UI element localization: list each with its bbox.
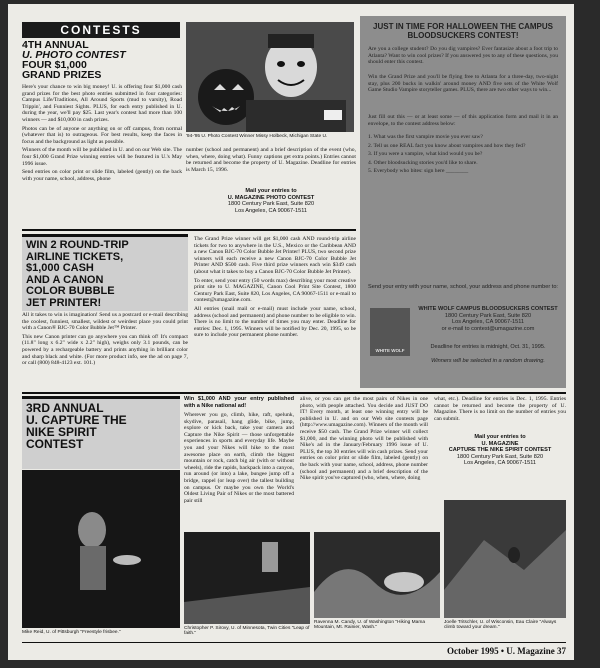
halloween-body: Win the Grand Prize and you'll be flying free to Atlanta for a three-day, two-night stay, plus 200 bucks in walkin' around money AND five sets of the White Wolf Game Studio Vampire storyteller games. PLUS, there are two other ways to win... — [368, 74, 558, 94]
page-footer: October 1995 • U. Magazine 37 — [447, 646, 566, 656]
section-label: CONTESTS — [22, 22, 180, 38]
nike-lead: Win $1,000 AND your entry published with a Nike national ad! — [184, 396, 294, 409]
nike-col3: what, etc.). Deadline for entries is Dec. 1, 1995. Entries cannot be returned and become the property of U. Magazine. There is no limit on the number of entries you can submit. — [434, 396, 566, 422]
list-item: 1. What was the first vampire movie you ever saw? — [368, 134, 483, 140]
paragraph: All it takes to win is imagination! Send us a postcard or e-mail describing the coolest, funniest, smallest, wildest or weirdest place you could print with a Canon® BJC-70 Color Bubble Jet™ Printer. — [22, 312, 188, 332]
airline-title-line: WIN 2 ROUND-TRIP — [26, 239, 129, 251]
nike-caption: Mike Reid, U. of Pittsburgh "Freestyle frisbee." — [22, 630, 121, 635]
pumpkin-photo-art — [186, 22, 354, 132]
paragraph: Winners of the month will be published in U. and on our Web site. The four $1,000 Grand Prize winning entries will be featured in U.'s May 1996 issue. — [22, 147, 182, 167]
list-item: 3. If you were a vampire, what kind would you be? — [368, 151, 483, 158]
nike-title-line: U. CAPTURE THE — [26, 413, 127, 427]
airline-title-line: AIRLINE TICKETS, — [26, 250, 124, 263]
photo-contest-mail — [186, 188, 356, 214]
nike-photo-frisbee — [22, 470, 180, 628]
paragraph: Photos can be of anyone or anything on or off campus, from normal (whatever that is) to outrageous. For best results, keep the faces in focus and the background as light as possible. — [22, 125, 182, 145]
logo-text: WHITE WOLF — [375, 348, 405, 353]
magazine-page — [8, 4, 574, 660]
paragraph: Send entries on color print or slide film, labeled (gently) on the back with your name, school, address, phone — [22, 169, 182, 182]
paragraph: All entries (snail mail or e-mail) must include your name, school, address (school and permanent) and phone number to be eligible to win. There is no limit to the number of times you may enter. Deadline for entries: Dec. 1, 1995. Winners will be notified by Dec. 20, 1995, so be sure to include your permanent phone number. — [194, 305, 356, 339]
nike-caption: Joelle Tritschler, U. of Wisconsin, Eau Claire "Always climb toward your dream." — [444, 620, 557, 631]
nike-col2: alive, or you can get the most pairs of Nikes in one photo, with people attached. You decide and JUST DO IT! Every month, at least one winning entry will be published in U. and on our Web site contests page (http://www.umagazine.com). Winners of the month will receive $50 cash. The Grand Prize winner will collect $1,000, and the winning photo will be published with Nike's ad in the January/February 1996 issue of U. PLUS, the top 30 entries will win cash prizes. Send your entries on color print or slide film, labeled (gently) on the back with your name, school, address, phone number (school and permanent) and a brief description of the Nike spirit you've captured (who, when, where, doing — [300, 396, 428, 482]
address-line: 1800 Century Park East, Suite 820 — [444, 312, 532, 319]
nike-photo-mountain — [314, 532, 440, 618]
airline-title-box — [22, 234, 188, 311]
nike-col1: Wherever you go, climb, hike, raft, spelunk, skydive, parasail, hang glide, bike, jump, explore or kick back, take your camera and Capture the Nike Spirit — those unforgettable experiences in sports and everyday life. Maybe you and your Nikes will hike to the most awesome place on earth, climb the biggest mountain or rock, catch big air (with or without wheels), ride the rapids, backpack into a canyon, run around (or into) a lake, bungee jump off a bridge, rappel (or leap over) the tallest building on campus. Or maybe you own the World's Oldest Living Pair of Nikes or the most battered pair still — [184, 412, 294, 504]
mail-heading: Mail your entries to — [474, 434, 526, 440]
paragraph: This new Canon printer can go anywhere you can think of! It's compact (11.8" long x 6.2" wide x 2.2" high), weighs only 3.1 pounds, can be powered by a rechargeable battery and prints anything in brilliant color and sharp black and white. (For more product info, see the ad on page 7, or call (800) 848-4123 ext. 101.) — [22, 333, 188, 367]
airline-body — [22, 312, 188, 369]
frisbee-photo-art — [22, 470, 180, 628]
airline-title-line: AND A CANON — [26, 273, 104, 286]
white-wolf-logo — [370, 308, 410, 356]
photo-contest-title-line: 4TH ANNUAL — [22, 39, 89, 51]
nike-caption: Christopher P. Sirovy, U. of Minnesota, Twin Cities "Leap of faith." — [184, 626, 310, 637]
photo-contest-title-line: GRAND PRIZES — [22, 69, 102, 81]
nike-title-line: CONTEST — [26, 437, 84, 451]
mail-line: U. MAGAZINE PHOTO CONTEST — [227, 194, 315, 201]
mountain-photo-art — [314, 532, 440, 618]
airline-col2 — [194, 236, 356, 341]
paragraph: The Grand Prize winner will get $1,000 cash AND round-trip airline tickets for two to anywhere in the U.S., Mexico or the Caribbean AND a new Canon BJC-70 Color Bubble Jet Printer! PLUS, two second prize winners will each receive a new Canon BJC-70 Color Bubble Jet Printer AND $500 cash. Five third prize winners each win $349 cash (about what it takes to buy a Canon BJC-70 Color Bubble Jet Printer). — [194, 236, 356, 275]
list-item: 5. Everybody who bites: sign here ________ — [368, 168, 469, 175]
mail-heading: Mail your entries to — [245, 188, 297, 194]
halloween-address — [416, 306, 560, 332]
footer-rule — [22, 642, 566, 643]
mail-line: 1800 Century Park East, Suite 820 — [456, 453, 544, 460]
nike-title-line: 3RD ANNUAL — [26, 401, 104, 415]
list-item: 4. Other bloodsucking stories you'd like to share. — [368, 159, 478, 166]
nike-title — [22, 399, 180, 450]
mail-line: 1800 Century Park East, Suite 820 — [227, 201, 315, 208]
nike-photo-climb — [444, 500, 566, 618]
nike-title-box — [22, 396, 180, 469]
divider — [22, 229, 356, 231]
airline-title-line: JET PRINTER! — [26, 296, 102, 309]
photo-contest-title-line: U. PHOTO CONTEST — [22, 49, 126, 61]
airline-title-line: COLOR BUBBLE — [26, 285, 115, 297]
address-line: Los Angeles, CA 90067-1511 — [451, 319, 525, 326]
pumpkin-photo — [186, 22, 354, 132]
halloween-list-heading: Just fill out this — or at least some — of this application form and mail it in an envelope, to the contest address below: — [368, 114, 558, 127]
photo-contest-title — [22, 40, 180, 80]
leap-photo-art — [184, 532, 310, 624]
mail-line: Los Angeles, CA 90067-1511 — [463, 460, 537, 467]
photo-contest-body — [22, 84, 182, 184]
paragraph: To enter, send your entry (50 words max) describing your most creative print site to U. MAGAZINE, Canon Cool Print Site Contest, 1800 Century Park East, Suite 820, Los Angeles, CA 90067-1511 or e-mail to contest@umagazine.com. — [194, 277, 356, 304]
nike-caption: Ravenna M. Candy, U. of Washington "Hiking Mama Mountain, Mt. Rainier, Wash." — [314, 620, 426, 631]
halloween-intro: Are you a college student? Do you dig vampires? Ever fantasize about a foot trip to Atlanta? Want to win cool prizes? If you answered yes to any of these questions, you should enter this contest. — [368, 46, 558, 66]
nike-title-line: NIKE SPIRIT — [26, 425, 97, 439]
halloween-title: JUST IN TIME FOR HALLOWEEN THE CAMPUS BLOODSUCKERS CONTEST! — [373, 22, 553, 40]
halloween-list — [368, 134, 558, 177]
halloween-box — [360, 16, 566, 388]
airline-title — [22, 237, 188, 309]
mail-line: Los Angeles, CA 90067-1511 — [234, 207, 308, 214]
photo-contest-title-line: FOUR $1,000 — [22, 59, 87, 71]
divider — [22, 392, 566, 394]
nike-photo-leap — [184, 532, 310, 624]
paragraph: Here's your chance to win big money! U. is offering four $1,000 cash grand prizes for the best photo entries submitted in four categories: Campus Life/Traditions, All Around Sports (mud to varsity), Road Trippin', and Funniest Sights. PLUS, for each entry published in U. during the year, we'll pay $25. Last year's contest had more than 100 winners — and $10,000 in cash prizes. — [22, 84, 182, 123]
climb-photo-art — [444, 500, 566, 618]
halloween-deadline: Deadline for entries is midnight, Oct. 31, 1995. — [430, 344, 546, 350]
address-line: or e-mail to contest@umagazine.com — [441, 325, 535, 332]
halloween-winners: Winners will be selected in a random drawing. — [431, 358, 545, 364]
mail-line: U. MAGAZINE — [481, 440, 519, 447]
address-line: WHITE WOLF CAMPUS BLOODSUCKERS CONTEST — [418, 306, 558, 312]
halloween-send-heading: Send your entry with your name, school, your address and phone number to: — [368, 284, 558, 290]
airline-title-line: $1,000 CASH — [26, 262, 94, 274]
photo-contest-continued: number (school and permanent) and a brief description of the event (who, when, where, doing what). Funny captions get extra points.) Entries cannot be returned and become the property of U. Magazine. Deadline for entries is March 15, 1996. — [186, 147, 356, 173]
nike-mail — [434, 434, 566, 467]
mail-line: CAPTURE THE NIKE SPIRIT CONTEST — [448, 447, 552, 454]
list-item: 2. Tell us one REAL fact you know about vampires and how they fed? — [368, 142, 526, 149]
photo-caption: '94-'95 U. Photo Contest Winner Missy Holbeck, Michigan State U. — [186, 134, 328, 139]
